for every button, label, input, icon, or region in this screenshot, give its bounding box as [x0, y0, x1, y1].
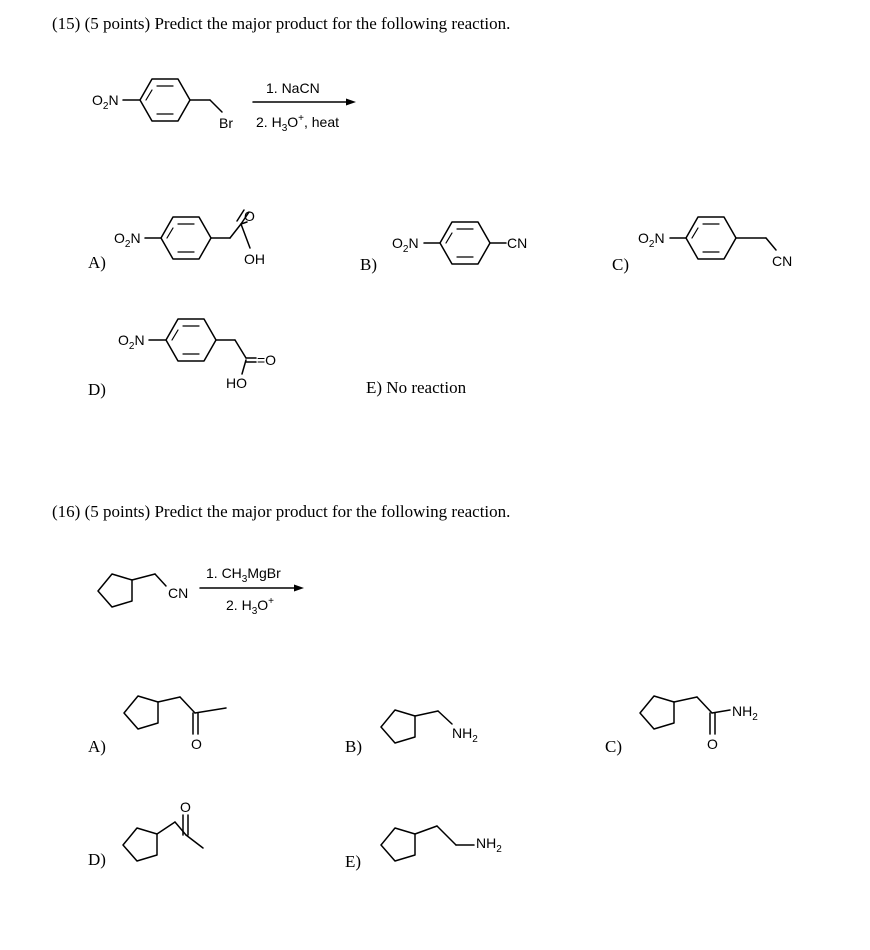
q16-e-cyclopentane — [381, 828, 415, 861]
q16-reaction-arrow — [200, 565, 304, 617]
q15-c-cn: CN — [772, 253, 793, 269]
q16-reactant-structure — [98, 574, 188, 607]
q15-choice-a-structure[interactable] — [114, 208, 265, 267]
q16-c-carbonyl-o: O — [707, 736, 718, 752]
q16-choice-b-label[interactable]: B) — [345, 737, 362, 756]
q15-choice-b-structure[interactable] — [392, 222, 527, 264]
q16-b-cyclopentane — [381, 710, 415, 743]
q15-a-oh: OH — [244, 251, 265, 267]
q15-choice-c-label[interactable]: C) — [612, 255, 629, 274]
q16-choice-e-structure[interactable] — [381, 826, 502, 861]
q16-a-cyclopentane — [124, 696, 158, 729]
q16-condition-step1: 1. $CH_3MgBr$ — [206, 565, 281, 585]
q15-condition-step1: 1. NaCN — [266, 80, 320, 96]
q15-d-ho: HO — [226, 375, 247, 391]
q16-reactant-cn: CN — [168, 585, 189, 601]
q15-d-nitro-label: $O_2N$ — [118, 332, 145, 352]
q16-choice-d-label[interactable]: D) — [88, 850, 106, 869]
q16-choice-b-structure[interactable] — [381, 710, 478, 745]
q16-choice-a-structure[interactable] — [124, 696, 226, 752]
q16-d-carbonyl-o: O — [180, 799, 191, 815]
q16-choice-a-label[interactable]: A) — [88, 737, 106, 756]
q15-c-benzene — [686, 217, 736, 259]
q15-d-benzene — [166, 319, 216, 361]
q15-reactant-benzene — [140, 79, 190, 121]
q15-b-cn: CN — [507, 235, 528, 251]
q15-choice-c-structure[interactable] — [638, 217, 792, 269]
q15-choice-b-label[interactable]: B) — [360, 255, 377, 274]
q16-choice-e-label[interactable]: E) — [345, 852, 362, 871]
q16-choice-d-structure[interactable] — [123, 799, 203, 861]
q16-choice-c-structure[interactable] — [640, 696, 758, 752]
q16-e-nh2: $NH_2$ — [476, 835, 502, 855]
q15-b-nitro-label: $O_2N$ — [392, 235, 419, 255]
q15-reactant-nitro-label: $O_2N$ — [92, 92, 119, 112]
q16-reactant-cyclopentane — [98, 574, 132, 607]
q16-choice-c-label[interactable]: C) — [605, 737, 622, 756]
q16-title: (16) (5 points) Predict the major product for the following reaction. — [52, 502, 511, 521]
q15-b-benzene — [440, 222, 490, 264]
q16-d-cyclopentane — [123, 828, 157, 861]
q16-b-nh2: $NH_2$ — [452, 725, 478, 745]
q15-choice-a-label[interactable]: A) — [88, 253, 106, 272]
q15-d-carbonyl-o: =O — [257, 352, 277, 368]
q15-title: (15) (5 points) Predict the major product for the following reaction. — [52, 14, 511, 33]
q15-choice-d-label[interactable]: D) — [88, 380, 106, 399]
q15-a-nitro-label: $O_2N$ — [114, 230, 141, 250]
q15-reactant-structure — [92, 79, 233, 131]
q15-a-benzene — [161, 217, 211, 259]
q15-choice-e-text: No reaction — [386, 378, 467, 397]
q16-c-cyclopentane — [640, 696, 674, 729]
q15-reactant-br-label: Br — [219, 115, 233, 131]
q15-choice-e-label: E) — [366, 378, 383, 397]
q15-choice-d-structure[interactable] — [118, 319, 276, 391]
q15-a-carbonyl-o: O — [244, 208, 255, 224]
q15-c-nitro-label: $O_2N$ — [638, 230, 665, 250]
q16-a-carbonyl-o: O — [191, 736, 202, 752]
q15-condition-step2: 2. $H_3O^+$, heat — [256, 113, 340, 134]
q16-condition-step2: 2. $H_3O^+$ — [226, 596, 274, 617]
q15-reaction-arrow — [253, 80, 356, 134]
q16-c-nh2: $NH_2$ — [732, 703, 758, 723]
